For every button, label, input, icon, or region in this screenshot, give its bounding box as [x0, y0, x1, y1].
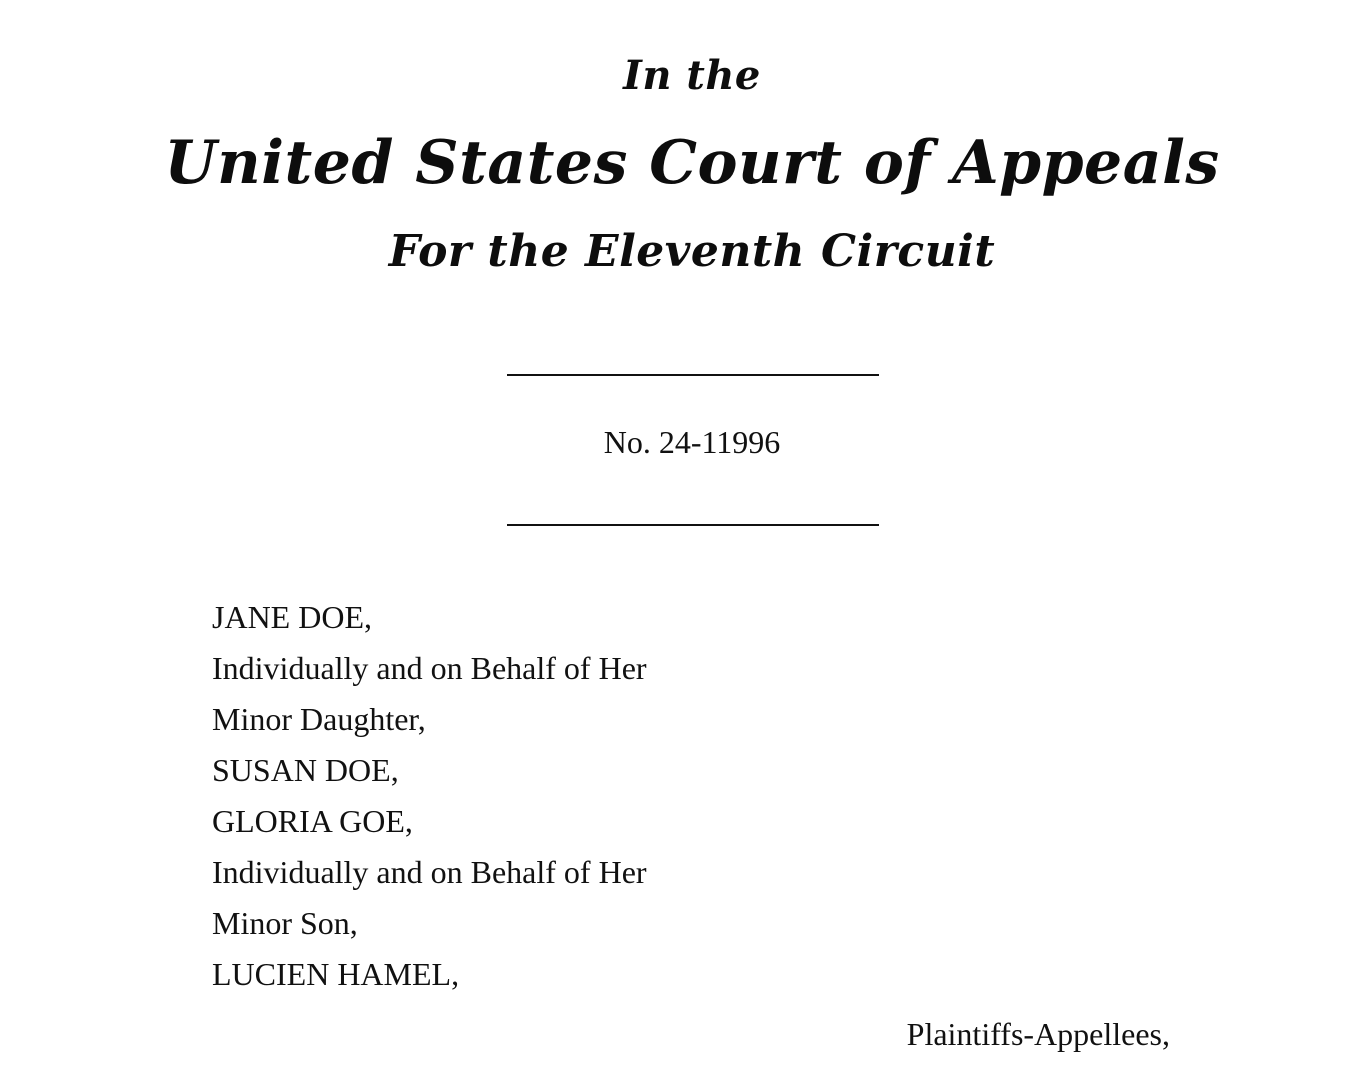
party-line: LUCIEN HAMEL,	[212, 956, 460, 992]
court-name: United States Court of Appeals	[164, 128, 1220, 198]
party-line: Individually and on Behalf of Her	[212, 854, 647, 890]
case-number: No. 24-11996	[603, 424, 781, 460]
caption-in-the: In the	[623, 52, 761, 99]
divider-rule	[507, 524, 879, 526]
party-list	[212, 592, 647, 1000]
party-role: Plaintiffs-Appellees,	[906, 1016, 1170, 1052]
party-line: Minor Daughter,	[212, 701, 426, 737]
party-line: GLORIA GOE,	[212, 803, 413, 839]
divider-rule	[507, 374, 879, 376]
party-line: SUSAN DOE,	[212, 752, 399, 788]
circuit-name: For the Eleventh Circuit	[388, 226, 996, 277]
party-line: Individually and on Behalf of Her	[212, 650, 647, 686]
party-line: JANE DOE,	[212, 599, 372, 635]
party-line: Minor Son,	[212, 905, 358, 941]
